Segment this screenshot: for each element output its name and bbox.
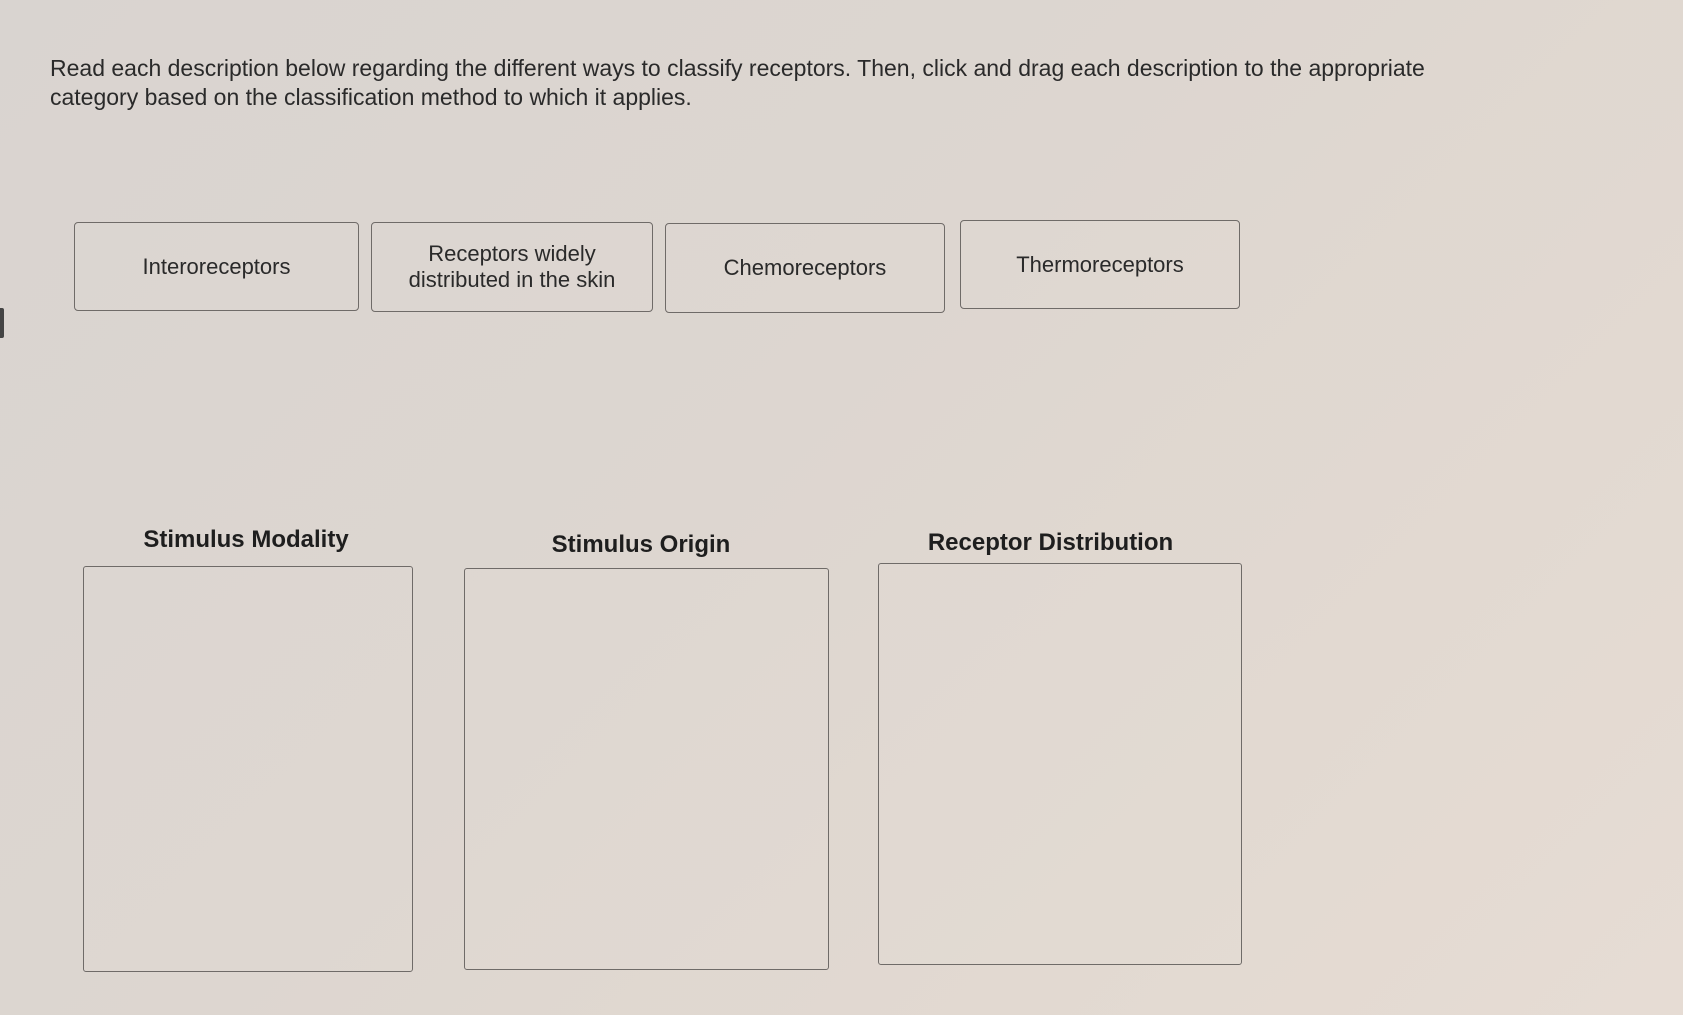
choice-thermoreceptors[interactable]: Thermoreceptors (960, 220, 1240, 309)
category-label-stimulus-modality: Stimulus Modality (143, 526, 349, 553)
category-label-stimulus-origin: Stimulus Origin (551, 531, 731, 558)
dropzone-stimulus-origin[interactable] (464, 568, 829, 970)
dropzone-stimulus-modality[interactable] (83, 566, 413, 972)
choice-interoreceptors[interactable]: Interoreceptors (74, 222, 359, 311)
dropzone-receptor-distribution[interactable] (878, 563, 1242, 965)
category-label-receptor-distribution: Receptor Distribution (927, 529, 1174, 556)
instructions-text: Read each description below regarding the different ways to classify receptors. Then, click and drag each description to the appropriate category based on the classification method to which it applies. (50, 55, 1425, 110)
choice-receptors-widely-distributed[interactable]: Receptors widely distributed in the skin (371, 222, 653, 312)
choice-chemoreceptors[interactable]: Chemoreceptors (665, 223, 945, 313)
scroll-edge-handle (0, 308, 4, 338)
